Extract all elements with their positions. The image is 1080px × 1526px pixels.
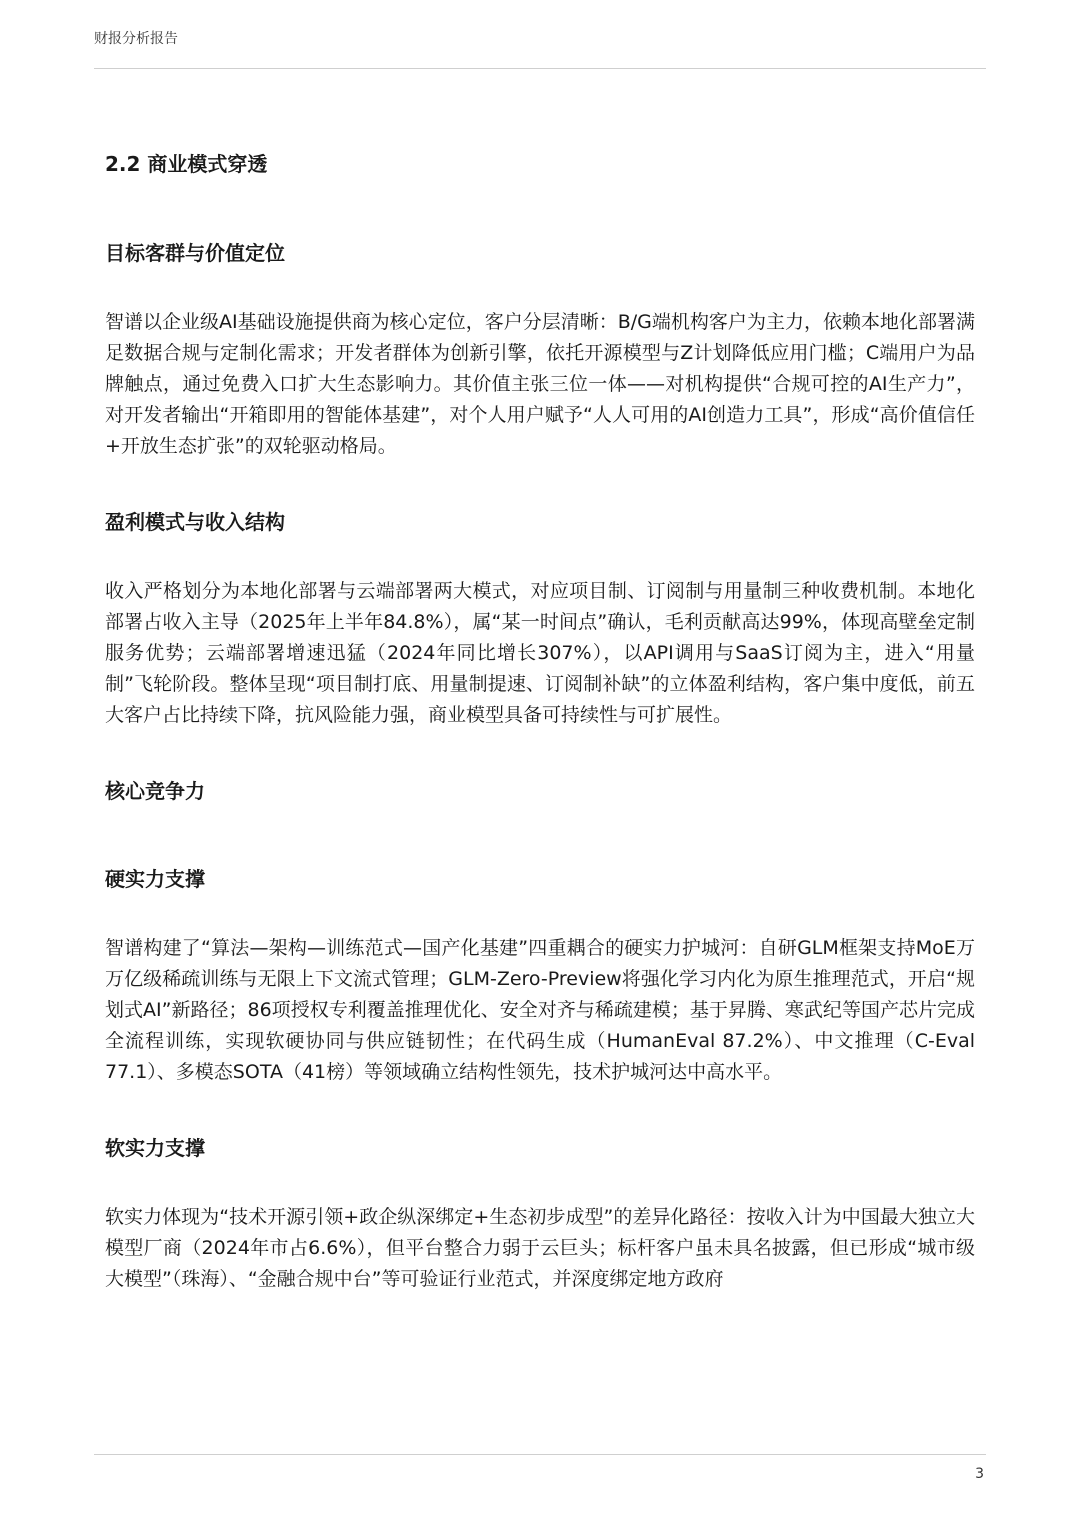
section-title: 2.2 商业模式穿透: [105, 152, 268, 176]
page-number: 3: [975, 1466, 984, 1482]
header-divider: [94, 68, 986, 69]
paragraph-hard-power: 智谱构建了“算法—架构—训练范式—国产化基建”四重耦合的硬实力护城河：自研GLM框架支持MoE万万亿级稀疏训练与无限上下文流式管理；GLM-Zero-Preview将强化学习内化为原生推理范式，开启“规划式AI”新路径；86项授权专利覆盖推理优化、安全对齐与稀疏建模；基于昇腾、寒武纪等国产芯片完成全流程训练，实现软硬协同与供应链韧性；在代码生成（HumanEval 87.2%）、中文推理（C-Eval 77.1）、多模态SOTA（41榜）等领域确立结构性领先，技术护城河达中高水平。: [105, 937, 975, 1083]
heading-core-competitiveness: 核心竞争力: [105, 779, 205, 803]
paragraph-profit-model: 收入严格划分为本地化部署与云端部署两大模式，对应项目制、订阅制与用量制三种收费机制。本地化部署占收入主导（2025年上半年84.8%），属“某一时间点”确认，毛利贡献高达99%，体现高壁垒定制服务优势；云端部署增速迅猛（2024年同比增长307%），以API调用与SaaS订阅为主，进入“用量制”飞轮阶段。整体呈现“项目制打底、用量制提速、订阅制补缺”的立体盈利结构，客户集中度低，前五大客户占比持续下降，抗风险能力强，商业模型具备可持续性与可扩展性。: [105, 580, 975, 726]
heading-soft-power: 软实力支撑: [105, 1136, 205, 1160]
paragraph-target-customers: 智谱以企业级AI基础设施提供商为核心定位，客户分层清晰：B/G端机构客户为主力，依赖本地化部署满足数据合规与定制化需求；开发者群体为创新引擎，依托开源模型与Z计划降低应用门槛；C端用户为品牌触点，通过免费入口扩大生态影响力。其价值主张三位一体——对机构提供“合规可控的AI生产力”，对开发者输出“开箱即用的智能体基建”，对个人用户赋予“人人可用的AI创造力工具”，形成“高价值信任+开放生态扩张”的双轮驱动格局。: [105, 311, 975, 457]
heading-hard-power: 硬实力支撑: [105, 867, 205, 891]
page-header: 财报分析报告: [94, 31, 178, 47]
heading-target-customers: 目标客群与价值定位: [105, 241, 285, 265]
footer-divider: [94, 1454, 986, 1455]
heading-profit-model: 盈利模式与收入结构: [105, 510, 285, 534]
page-content: [105, 148, 975, 1339]
paragraph-soft-power: 软实力体现为“技术开源引领+政企纵深绑定+生态初步成型”的差异化路径：按收入计为中国最大独立大模型厂商（2024年市占6.6%），但平台整合力弱于云巨头；标杆客户虽未具名披露，但已形成“城市级大模型”（珠海）、“金融合规中台”等可验证行业范式，并深度绑定地方政府: [105, 1206, 975, 1290]
